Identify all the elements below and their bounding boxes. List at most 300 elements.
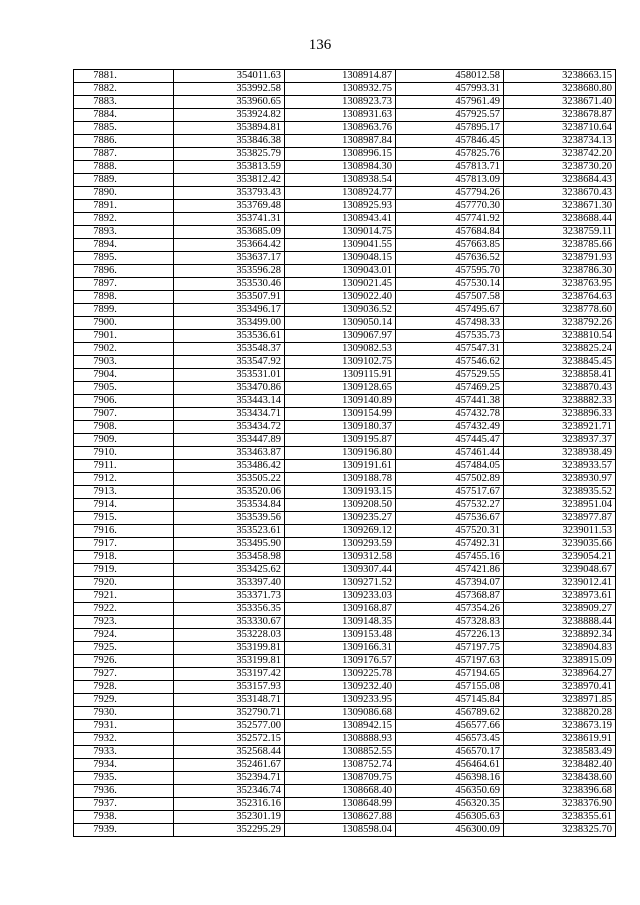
coordinate-cell: 3239011.53 <box>504 525 616 538</box>
point-number-cell: 7890. <box>74 187 174 200</box>
coordinate-cell: 353470.86 <box>174 382 285 395</box>
coordinate-cell: 457461.44 <box>396 447 504 460</box>
point-number-cell: 7897. <box>74 278 174 291</box>
table-row <box>74 317 616 330</box>
coordinate-cell: 1308914.87 <box>285 70 396 83</box>
table-row <box>74 291 616 304</box>
table-row <box>74 382 616 395</box>
point-number-cell: 7898. <box>74 291 174 304</box>
coordinate-cell: 3238896.33 <box>504 408 616 421</box>
coordinate-cell: 1309067.97 <box>285 330 396 343</box>
coordinate-cell: 1308938.54 <box>285 174 396 187</box>
coordinate-cell: 3239048.67 <box>504 564 616 577</box>
coordinate-cell: 3238964.27 <box>504 668 616 681</box>
coordinate-cell: 3238482.40 <box>504 759 616 772</box>
table-row <box>74 603 616 616</box>
coordinate-cell: 353813.59 <box>174 161 285 174</box>
coordinate-cell: 3238791.93 <box>504 252 616 265</box>
coordinate-cell: 3238438.60 <box>504 772 616 785</box>
coordinate-cell: 1308648.99 <box>285 798 396 811</box>
coordinate-cell: 456573.45 <box>396 733 504 746</box>
coordinate-cell: 3238355.61 <box>504 811 616 824</box>
coordinate-cell: 457547.31 <box>396 343 504 356</box>
coordinate-cell: 353769.48 <box>174 200 285 213</box>
coordinate-cell: 353463.87 <box>174 447 285 460</box>
coordinate-cell: 353425.62 <box>174 564 285 577</box>
coordinate-cell: 3238764.63 <box>504 291 616 304</box>
coordinate-cell: 353825.79 <box>174 148 285 161</box>
coordinate-cell: 3238734.13 <box>504 135 616 148</box>
coordinate-cell: 457825.76 <box>396 148 504 161</box>
point-number-cell: 7909. <box>74 434 174 447</box>
coordinate-cell: 1309036.52 <box>285 304 396 317</box>
coordinate-cell: 353447.89 <box>174 434 285 447</box>
point-number-cell: 7904. <box>74 369 174 382</box>
table-row <box>74 330 616 343</box>
point-number-cell: 7931. <box>74 720 174 733</box>
coordinate-cell: 3238763.95 <box>504 278 616 291</box>
coordinate-cell: 457536.67 <box>396 512 504 525</box>
coordinate-cell: 1309271.52 <box>285 577 396 590</box>
point-number-cell: 7929. <box>74 694 174 707</box>
coordinate-cell: 1308852.55 <box>285 746 396 759</box>
point-number-cell: 7938. <box>74 811 174 824</box>
coordinate-cell: 1309188.78 <box>285 473 396 486</box>
table-row <box>74 174 616 187</box>
table-row <box>74 473 616 486</box>
coordinate-cell: 1309128.65 <box>285 382 396 395</box>
coordinate-cell: 457469.25 <box>396 382 504 395</box>
coordinate-cell: 353157.93 <box>174 681 285 694</box>
coordinate-cell: 457532.27 <box>396 499 504 512</box>
coordinate-cell: 457684.84 <box>396 226 504 239</box>
coordinate-cell: 3238678.87 <box>504 109 616 122</box>
table-row <box>74 408 616 421</box>
table-row <box>74 343 616 356</box>
table-row <box>74 109 616 122</box>
coordinate-cell: 457197.75 <box>396 642 504 655</box>
table-row <box>74 746 616 759</box>
point-number-cell: 7887. <box>74 148 174 161</box>
coordinate-cell: 3238619.91 <box>504 733 616 746</box>
point-number-cell: 7932. <box>74 733 174 746</box>
point-number-cell: 7902. <box>74 343 174 356</box>
coordinate-cell: 3238670.43 <box>504 187 616 200</box>
coordinate-cell: 1309148.35 <box>285 616 396 629</box>
coordinate-cell: 457197.63 <box>396 655 504 668</box>
table-row <box>74 278 616 291</box>
coordinate-cell: 353846.38 <box>174 135 285 148</box>
table-row <box>74 824 616 837</box>
coordinate-cell: 353397.40 <box>174 577 285 590</box>
table-row <box>74 512 616 525</box>
coordinate-cell: 457328.83 <box>396 616 504 629</box>
coordinate-cell: 353523.61 <box>174 525 285 538</box>
coordinate-cell: 1308987.84 <box>285 135 396 148</box>
coordinate-cell: 3238684.43 <box>504 174 616 187</box>
coordinate-cell: 3238820.28 <box>504 707 616 720</box>
coordinate-cell: 353520.06 <box>174 486 285 499</box>
point-number-cell: 7928. <box>74 681 174 694</box>
coordinate-cell: 3238921.71 <box>504 421 616 434</box>
coordinate-cell: 1308923.73 <box>285 96 396 109</box>
coordinate-cell: 3238583.49 <box>504 746 616 759</box>
coordinate-cell: 3238710.64 <box>504 122 616 135</box>
coordinate-cell: 457770.30 <box>396 200 504 213</box>
coordinate-cell: 353434.71 <box>174 408 285 421</box>
coordinate-cell: 1308598.04 <box>285 824 396 837</box>
point-number-cell: 7920. <box>74 577 174 590</box>
coordinate-cell: 353536.61 <box>174 330 285 343</box>
coordinate-cell: 457529.55 <box>396 369 504 382</box>
coordinate-cell: 457145.84 <box>396 694 504 707</box>
coordinate-cell: 1309232.40 <box>285 681 396 694</box>
table-row <box>74 239 616 252</box>
coordinate-cell: 353534.84 <box>174 499 285 512</box>
coordinate-cell: 457155.08 <box>396 681 504 694</box>
coordinate-cell: 1308752.74 <box>285 759 396 772</box>
coordinate-cell: 353458.98 <box>174 551 285 564</box>
point-number-cell: 7910. <box>74 447 174 460</box>
table-row <box>74 83 616 96</box>
coordinate-cell: 1309195.87 <box>285 434 396 447</box>
table-row <box>74 811 616 824</box>
coordinate-cell: 3238858.41 <box>504 369 616 382</box>
coordinate-cell: 457455.16 <box>396 551 504 564</box>
coordinate-cell: 353495.90 <box>174 538 285 551</box>
table-row <box>74 499 616 512</box>
coordinate-cell: 353812.42 <box>174 174 285 187</box>
coordinate-cell: 353539.56 <box>174 512 285 525</box>
coordinate-cell: 457394.07 <box>396 577 504 590</box>
coordinate-cell: 457354.26 <box>396 603 504 616</box>
coordinate-cell: 457636.52 <box>396 252 504 265</box>
point-number-cell: 7934. <box>74 759 174 772</box>
table-row <box>74 252 616 265</box>
coordinate-cell: 1309153.48 <box>285 629 396 642</box>
coordinate-cell: 457194.65 <box>396 668 504 681</box>
coordinate-cell: 353486.42 <box>174 460 285 473</box>
point-number-cell: 7901. <box>74 330 174 343</box>
point-number-cell: 7927. <box>74 668 174 681</box>
point-number-cell: 7936. <box>74 785 174 798</box>
coordinate-cell: 1309115.91 <box>285 369 396 382</box>
coordinate-cell: 1309293.59 <box>285 538 396 551</box>
coordinate-cell: 3238810.54 <box>504 330 616 343</box>
table-row <box>74 642 616 655</box>
coordinate-cell: 3238825.24 <box>504 343 616 356</box>
coordinate-cell: 3238396.68 <box>504 785 616 798</box>
coordinate-cell: 3238785.66 <box>504 239 616 252</box>
table-row <box>74 785 616 798</box>
coordinate-cell: 1309307.44 <box>285 564 396 577</box>
table-row <box>74 460 616 473</box>
coordinate-cell: 456398.16 <box>396 772 504 785</box>
coordinate-cell: 3238973.61 <box>504 590 616 603</box>
coordinate-cell: 3238915.09 <box>504 655 616 668</box>
coordinate-cell: 3238688.44 <box>504 213 616 226</box>
point-number-cell: 7939. <box>74 824 174 837</box>
coordinate-cell: 1309140.89 <box>285 395 396 408</box>
table-row <box>74 681 616 694</box>
coordinate-cell: 1309043.01 <box>285 265 396 278</box>
coordinate-cell: 353664.42 <box>174 239 285 252</box>
coordinate-cell: 353547.92 <box>174 356 285 369</box>
coordinate-cell: 1309196.80 <box>285 447 396 460</box>
coordinate-cell: 456577.66 <box>396 720 504 733</box>
table-row <box>74 759 616 772</box>
point-number-cell: 7921. <box>74 590 174 603</box>
table-row <box>74 213 616 226</box>
coordinate-cell: 1309235.27 <box>285 512 396 525</box>
coordinate-cell: 1309022.40 <box>285 291 396 304</box>
coordinate-cell: 456350.69 <box>396 785 504 798</box>
coordinate-cell: 1309050.14 <box>285 317 396 330</box>
point-number-cell: 7912. <box>74 473 174 486</box>
point-number-cell: 7889. <box>74 174 174 187</box>
coordinate-cell: 3238663.15 <box>504 70 616 83</box>
coordinate-cell: 3238977.87 <box>504 512 616 525</box>
coordinate-cell: 3238935.52 <box>504 486 616 499</box>
coordinate-cell: 352316.16 <box>174 798 285 811</box>
coordinate-cell: 352572.15 <box>174 733 285 746</box>
coordinate-cell: 457595.70 <box>396 265 504 278</box>
point-number-cell: 7885. <box>74 122 174 135</box>
point-number-cell: 7919. <box>74 564 174 577</box>
coordinate-cell: 456300.09 <box>396 824 504 837</box>
coordinate-cell: 457432.49 <box>396 421 504 434</box>
coordinate-cell: 1309312.58 <box>285 551 396 564</box>
point-number-cell: 7914. <box>74 499 174 512</box>
coordinate-cell: 3238882.33 <box>504 395 616 408</box>
point-number-cell: 7911. <box>74 460 174 473</box>
coordinate-cell: 1309193.15 <box>285 486 396 499</box>
point-number-cell: 7908. <box>74 421 174 434</box>
table-row <box>74 733 616 746</box>
point-number-cell: 7933. <box>74 746 174 759</box>
table-row <box>74 707 616 720</box>
coordinate-cell: 457432.78 <box>396 408 504 421</box>
coordinate-cell: 3238909.27 <box>504 603 616 616</box>
coordinate-cell: 3238892.34 <box>504 629 616 642</box>
coordinate-cell: 1309233.95 <box>285 694 396 707</box>
coordinate-cell: 1308888.93 <box>285 733 396 746</box>
coordinate-cell: 353637.17 <box>174 252 285 265</box>
coordinate-cell: 1309176.57 <box>285 655 396 668</box>
coordinate-cell: 1308932.75 <box>285 83 396 96</box>
point-number-cell: 7930. <box>74 707 174 720</box>
table-row <box>74 798 616 811</box>
table-row <box>74 122 616 135</box>
table-row <box>74 161 616 174</box>
coordinate-cell: 3238778.60 <box>504 304 616 317</box>
coordinate-cell: 352301.19 <box>174 811 285 824</box>
point-number-cell: 7935. <box>74 772 174 785</box>
table-row <box>74 538 616 551</box>
coordinate-cell: 3238786.30 <box>504 265 616 278</box>
point-number-cell: 7913. <box>74 486 174 499</box>
table-row <box>74 629 616 642</box>
table-row <box>74 616 616 629</box>
coordinate-cell: 353548.37 <box>174 343 285 356</box>
coordinate-cell: 1309014.75 <box>285 226 396 239</box>
coordinate-cell: 352295.29 <box>174 824 285 837</box>
table-row <box>74 70 616 83</box>
coordinate-cell: 353924.82 <box>174 109 285 122</box>
coordinate-cell: 457546.62 <box>396 356 504 369</box>
coordinate-cell: 352568.44 <box>174 746 285 759</box>
coordinate-cell: 1309102.75 <box>285 356 396 369</box>
coordinate-cell: 3238870.43 <box>504 382 616 395</box>
coordinate-cell: 456570.17 <box>396 746 504 759</box>
table-row <box>74 148 616 161</box>
coordinate-cell: 458012.58 <box>396 70 504 83</box>
coordinate-cell: 353199.81 <box>174 655 285 668</box>
coordinate-cell: 1309168.87 <box>285 603 396 616</box>
point-number-cell: 7926. <box>74 655 174 668</box>
coordinate-cell: 1309086.68 <box>285 707 396 720</box>
coordinate-cell: 3239054.21 <box>504 551 616 564</box>
point-number-cell: 7881. <box>74 70 174 83</box>
coordinate-cell: 457530.14 <box>396 278 504 291</box>
coordinate-cell: 457517.67 <box>396 486 504 499</box>
coordinate-cell: 457520.31 <box>396 525 504 538</box>
coordinate-cell: 3238671.30 <box>504 200 616 213</box>
coordinate-cell: 353434.72 <box>174 421 285 434</box>
coordinate-cell: 457993.31 <box>396 83 504 96</box>
coordinate-cell: 1308924.77 <box>285 187 396 200</box>
coordinate-cell: 457794.26 <box>396 187 504 200</box>
coordinate-cell: 353685.09 <box>174 226 285 239</box>
coordinate-cell: 3239035.66 <box>504 538 616 551</box>
coordinate-cell: 1309041.55 <box>285 239 396 252</box>
coordinate-cell: 457498.33 <box>396 317 504 330</box>
coordinate-cell: 353197.42 <box>174 668 285 681</box>
coordinate-cell: 457421.86 <box>396 564 504 577</box>
coordinate-cell: 1308984.30 <box>285 161 396 174</box>
coordinate-cell: 353505.22 <box>174 473 285 486</box>
coordinate-cell: 457663.85 <box>396 239 504 252</box>
coordinate-cell: 1308996.15 <box>285 148 396 161</box>
coordinate-cell: 457925.57 <box>396 109 504 122</box>
coordinate-cell: 1308943.41 <box>285 213 396 226</box>
coordinate-cell: 3238792.26 <box>504 317 616 330</box>
coordinate-cell: 1308942.15 <box>285 720 396 733</box>
table-row <box>74 187 616 200</box>
table-row <box>74 447 616 460</box>
coordinate-cell: 1309166.31 <box>285 642 396 655</box>
table-row <box>74 694 616 707</box>
point-number-cell: 7882. <box>74 83 174 96</box>
coordinate-cell: 353531.01 <box>174 369 285 382</box>
point-number-cell: 7923. <box>74 616 174 629</box>
coordinate-cell: 3238376.90 <box>504 798 616 811</box>
point-number-cell: 7899. <box>74 304 174 317</box>
coordinate-cell: 457502.89 <box>396 473 504 486</box>
table-row <box>74 655 616 668</box>
table-row <box>74 304 616 317</box>
coordinate-cell: 1309208.50 <box>285 499 396 512</box>
point-number-cell: 7900. <box>74 317 174 330</box>
coordinate-cell: 353371.73 <box>174 590 285 603</box>
coordinate-cell: 353148.71 <box>174 694 285 707</box>
point-number-cell: 7883. <box>74 96 174 109</box>
table-row <box>74 551 616 564</box>
table-row <box>74 590 616 603</box>
coordinate-cell: 352394.71 <box>174 772 285 785</box>
table-row <box>74 525 616 538</box>
coordinate-cell: 1308627.88 <box>285 811 396 824</box>
coordinate-cell: 353596.28 <box>174 265 285 278</box>
point-number-cell: 7893. <box>74 226 174 239</box>
coordinate-cell: 457535.73 <box>396 330 504 343</box>
coordinate-cell: 457507.58 <box>396 291 504 304</box>
coordinate-cell: 353228.03 <box>174 629 285 642</box>
coordinate-cell: 3238845.45 <box>504 356 616 369</box>
point-number-cell: 7922. <box>74 603 174 616</box>
coordinate-cell: 1309269.12 <box>285 525 396 538</box>
coordinate-cell: 1308668.40 <box>285 785 396 798</box>
coordinate-cell: 457445.47 <box>396 434 504 447</box>
coordinate-cell: 3238937.37 <box>504 434 616 447</box>
coordinate-cell: 457961.49 <box>396 96 504 109</box>
point-number-cell: 7937. <box>74 798 174 811</box>
table-row <box>74 226 616 239</box>
coordinates-table-body <box>74 70 616 837</box>
coordinate-cell: 353356.35 <box>174 603 285 616</box>
coordinate-cell: 352346.74 <box>174 785 285 798</box>
table-row <box>74 265 616 278</box>
coordinate-cell: 3238970.41 <box>504 681 616 694</box>
coordinate-cell: 3239012.41 <box>504 577 616 590</box>
coordinate-cell: 457368.87 <box>396 590 504 603</box>
point-number-cell: 7891. <box>74 200 174 213</box>
coordinate-cell: 457495.67 <box>396 304 504 317</box>
table-row <box>74 577 616 590</box>
point-number-cell: 7906. <box>74 395 174 408</box>
point-number-cell: 7894. <box>74 239 174 252</box>
point-number-cell: 7896. <box>74 265 174 278</box>
coordinate-cell: 353894.81 <box>174 122 285 135</box>
coordinate-cell: 1309191.61 <box>285 460 396 473</box>
point-number-cell: 7892. <box>74 213 174 226</box>
coordinate-cell: 3238673.19 <box>504 720 616 733</box>
coordinate-cell: 352461.67 <box>174 759 285 772</box>
point-number-cell: 7915. <box>74 512 174 525</box>
point-number-cell: 7918. <box>74 551 174 564</box>
point-number-cell: 7905. <box>74 382 174 395</box>
coordinate-cell: 457484.05 <box>396 460 504 473</box>
table-row <box>74 369 616 382</box>
coordinate-cell: 457741.92 <box>396 213 504 226</box>
coordinate-cell: 457846.45 <box>396 135 504 148</box>
point-number-cell: 7925. <box>74 642 174 655</box>
coordinate-cell: 3238933.57 <box>504 460 616 473</box>
coordinate-cell: 3238971.85 <box>504 694 616 707</box>
coordinate-cell: 1309154.99 <box>285 408 396 421</box>
coordinate-cell: 353499.00 <box>174 317 285 330</box>
coordinate-cell: 353330.67 <box>174 616 285 629</box>
table-row <box>74 135 616 148</box>
table-row <box>74 96 616 109</box>
coordinate-cell: 1308925.93 <box>285 200 396 213</box>
coordinate-cell: 3238904.83 <box>504 642 616 655</box>
coordinate-cell: 1309180.37 <box>285 421 396 434</box>
coordinate-cell: 353496.17 <box>174 304 285 317</box>
coordinate-cell: 3238759.11 <box>504 226 616 239</box>
coordinate-cell: 457441.38 <box>396 395 504 408</box>
coordinate-cell: 457492.31 <box>396 538 504 551</box>
